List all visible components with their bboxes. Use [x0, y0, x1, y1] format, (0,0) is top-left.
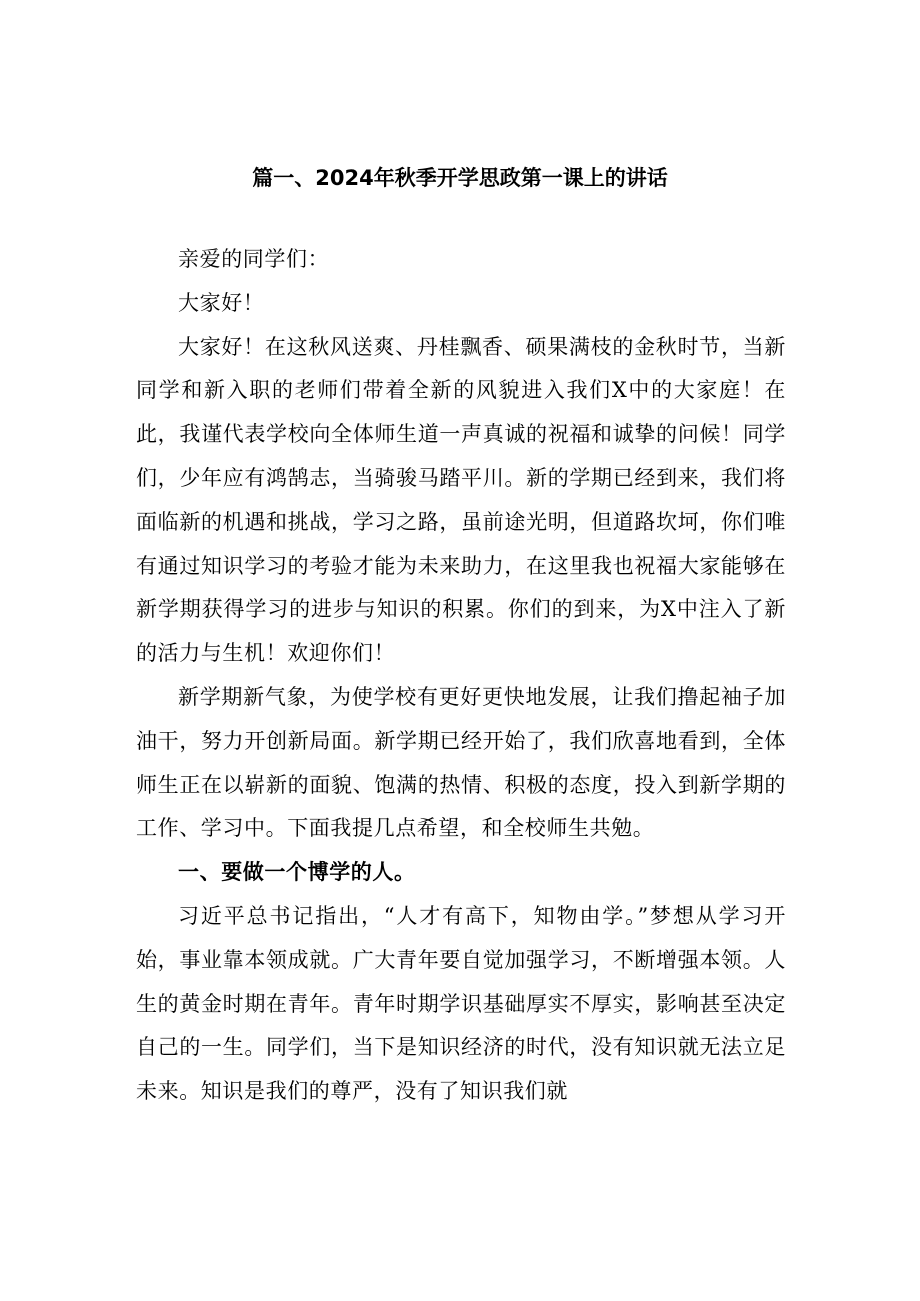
paragraph-new-semester: 新学期新气象，为使学校有更好更快地发展，让我们撸起袖子加油干，努力开创新局面。新学期已经开始了，我们欣喜地看到，全体师生正在以崭新的面貌、饱满的热情、积极的态度，投入到新学期的工作、学习中。下面我提几点希望，和全校师生共勉。: [136, 684, 786, 841]
document-title: 篇一、2024年秋季开学思政第一课上的讲话: [252, 166, 668, 190]
section-heading-1: 一、要做一个博学的人。: [178, 860, 416, 885]
section-1-paragraph: 习近平总书记指出，“人才有高下，知物由学。”梦想从学习开始，事业靠本领成就。广大青年要自觉加强学习，不断增强本领。人生的黄金时期在青年。青年时期学识基础厚实不厚实，影响甚至决定自己的一生。同学们，当下是知识经济的时代，没有知识就无法立足未来。知识是我们的尊严，没有了知识我们就: [136, 903, 786, 1104]
paragraph-welcome: 大家好！在这秋风送爽、丹桂飘香、硕果满枝的金秋时节，当新同学和新入职的老师们带着全新的风貌进入我们X中的大家庭！在此，我谨代表学校向全体师生道一声真诚的祝福和诚挚的问候！同学们，少年应有鸿鹄志，当骑骏马踏平川。新的学期已经到来，我们将面临新的机遇和挑战，学习之路，虽前途光明，但道路坎坷，你们唯有通过知识学习的考验才能为未来助力，在这里我也祝福大家能够在新学期获得学习的进步与知识的积累。你们的到来，为X中注入了新的活力与生机！欢迎你们！: [136, 334, 786, 666]
document-body: [136, 238, 786, 1114]
salutation: 亲爱的同学们：: [178, 247, 330, 271]
greeting: 大家好！: [178, 290, 265, 315]
